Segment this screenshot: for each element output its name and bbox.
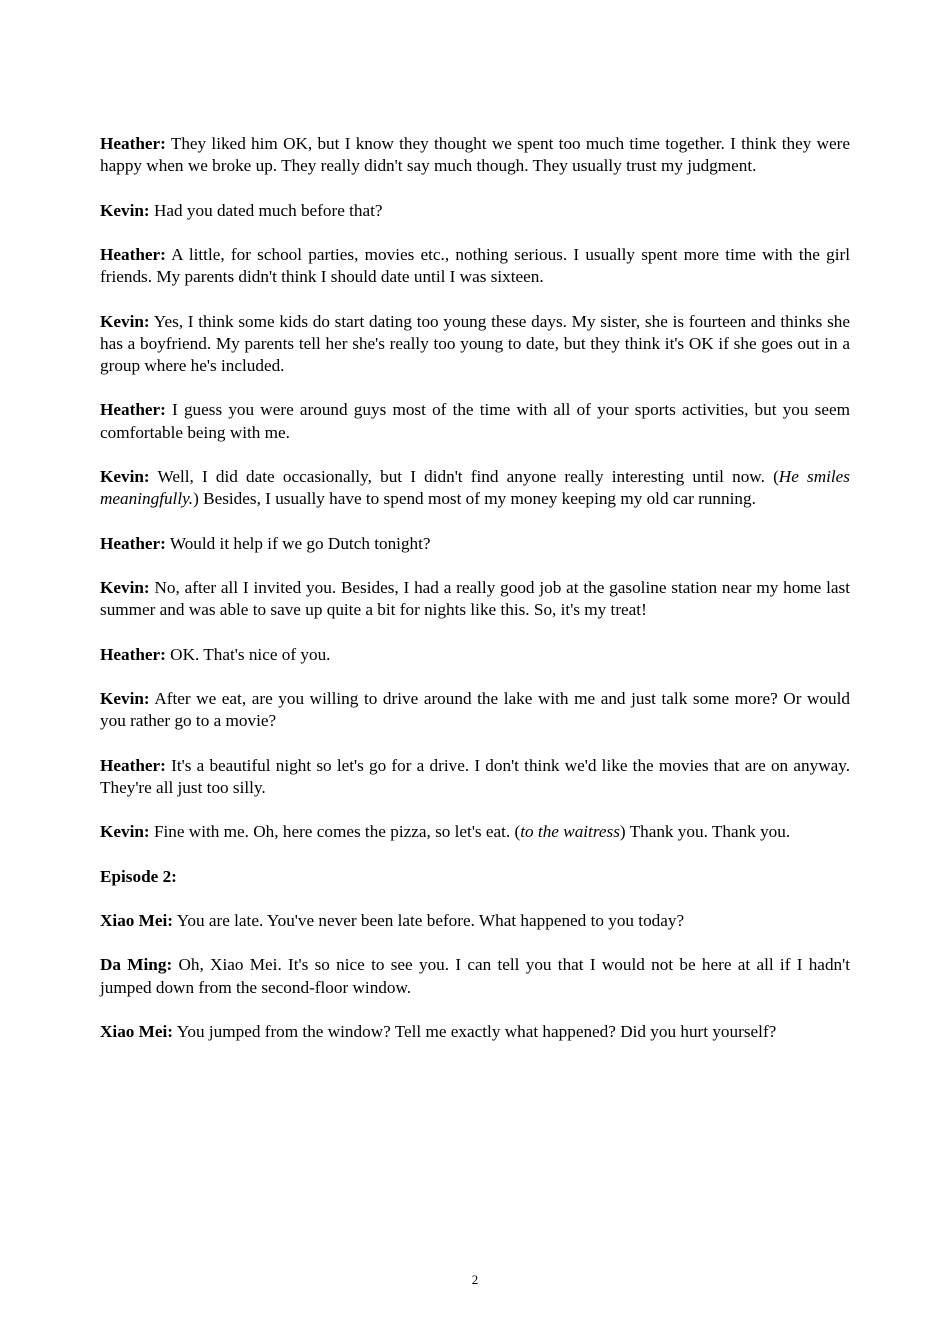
- dialogue-line: [100, 399, 850, 443]
- dialogue-line: [100, 533, 850, 555]
- speaker-name: Kevin:: [100, 577, 150, 597]
- dialogue-line: [100, 133, 850, 177]
- dialogue-text: I guess you were around guys most of the time with all of your sports activities, but you seem comfortable being with me.: [100, 400, 850, 442]
- dialogue-text: It's a beautiful night so let's go for a drive. I don't think we'd like the movies that are on anyway. They're all just too silly.: [100, 755, 851, 797]
- speaker-name: Heather:: [100, 644, 166, 664]
- dialogue-line: [100, 688, 850, 732]
- dialogue-text: You jumped from the window? Tell me exactly what happened? Did you hurt yourself?: [176, 1021, 777, 1041]
- page-number: 2: [471, 1272, 479, 1287]
- page-content: [100, 133, 850, 1065]
- speaker-name: Kevin:: [100, 688, 150, 708]
- dialogue-text: Had you dated much before that?: [153, 200, 383, 220]
- dialogue-text: No, after all I invited you. Besides, I had a really good job at the gasoline station near my home last summer and was able to save up quite a bit for nights like this. So, it's my treat!: [100, 577, 850, 620]
- speaker-name: Xiao Mei:: [100, 1021, 174, 1041]
- speaker-name: Heather:: [100, 134, 166, 153]
- dialogue-text: You are late. You've never been late before. What happened to you today?: [176, 910, 685, 930]
- speaker-name: Heather:: [100, 533, 166, 553]
- dialogue-text: ) Thank you. Thank you.: [619, 822, 791, 842]
- speaker-name: Xiao Mei:: [100, 910, 174, 930]
- dialogue-line: [100, 910, 850, 932]
- dialogue-text: Fine with me. Oh, here comes the pizza, so let's eat. (: [153, 822, 521, 842]
- dialogue-line: [100, 1021, 850, 1043]
- dialogue-text: OK. That's nice of you.: [170, 644, 331, 664]
- dialogue-text: Oh, Xiao Mei. It's so nice to see you. I can tell you that I would not be here at all if I hadn't jumped down from the second-floor window.: [100, 955, 850, 997]
- dialogue-line: [100, 577, 850, 621]
- dialogue-text: A little, for school parties, movies etc., nothing serious. I usually spent more time with the girl friends. My parents didn't think I should date until I was sixteen.: [100, 244, 850, 287]
- dialogue-line: [100, 311, 850, 378]
- dialogue-text: After we eat, are you willing to drive around the lake with me and just talk some more? Or would you rather go to a movie?: [100, 688, 850, 731]
- episode-heading: Episode 2:: [100, 866, 177, 886]
- dialogue-line: [100, 466, 850, 510]
- speaker-name: Heather:: [100, 400, 166, 420]
- dialogue-line: [100, 200, 850, 222]
- speaker-name: Kevin:: [100, 466, 150, 486]
- dialogue-line: [100, 755, 850, 799]
- dialogue-text: They liked him OK, but I know they thought we spent too much time together. I think they were happy when we broke up. They really didn't say much though. They usually trust my judgment.: [100, 134, 850, 176]
- dialogue-text: Would it help if we go Dutch tonight?: [169, 533, 431, 553]
- stage-direction: He smiles meaningfully.: [100, 466, 850, 509]
- speaker-name: Kevin:: [100, 200, 150, 220]
- dialogue-line: [100, 644, 850, 666]
- dialogue-line: [100, 954, 850, 998]
- dialogue-text: Well, I did date occasionally, but I didn't find anyone really interesting until now. (: [157, 466, 779, 486]
- dialogue-line: [100, 244, 850, 288]
- speaker-name: Da Ming:: [100, 955, 173, 975]
- speaker-name: Kevin:: [100, 822, 150, 842]
- speaker-name: Heather:: [100, 244, 166, 264]
- dialogue-text: Yes, I think some kids do start dating too young these days. My sister, she is fourteen and thinks she has a boyfriend. My parents tell her she's really too young to date, but they think it's OK if she goes out in a group where he's included.: [100, 311, 850, 375]
- dialogue-text: ) Besides, I usually have to spend most of my money keeping my old car running.: [193, 489, 756, 509]
- speaker-name: Heather:: [100, 755, 166, 775]
- speaker-name: Kevin:: [100, 311, 150, 331]
- dialogue-line: [100, 821, 850, 843]
- stage-direction: to the waitress: [520, 822, 620, 842]
